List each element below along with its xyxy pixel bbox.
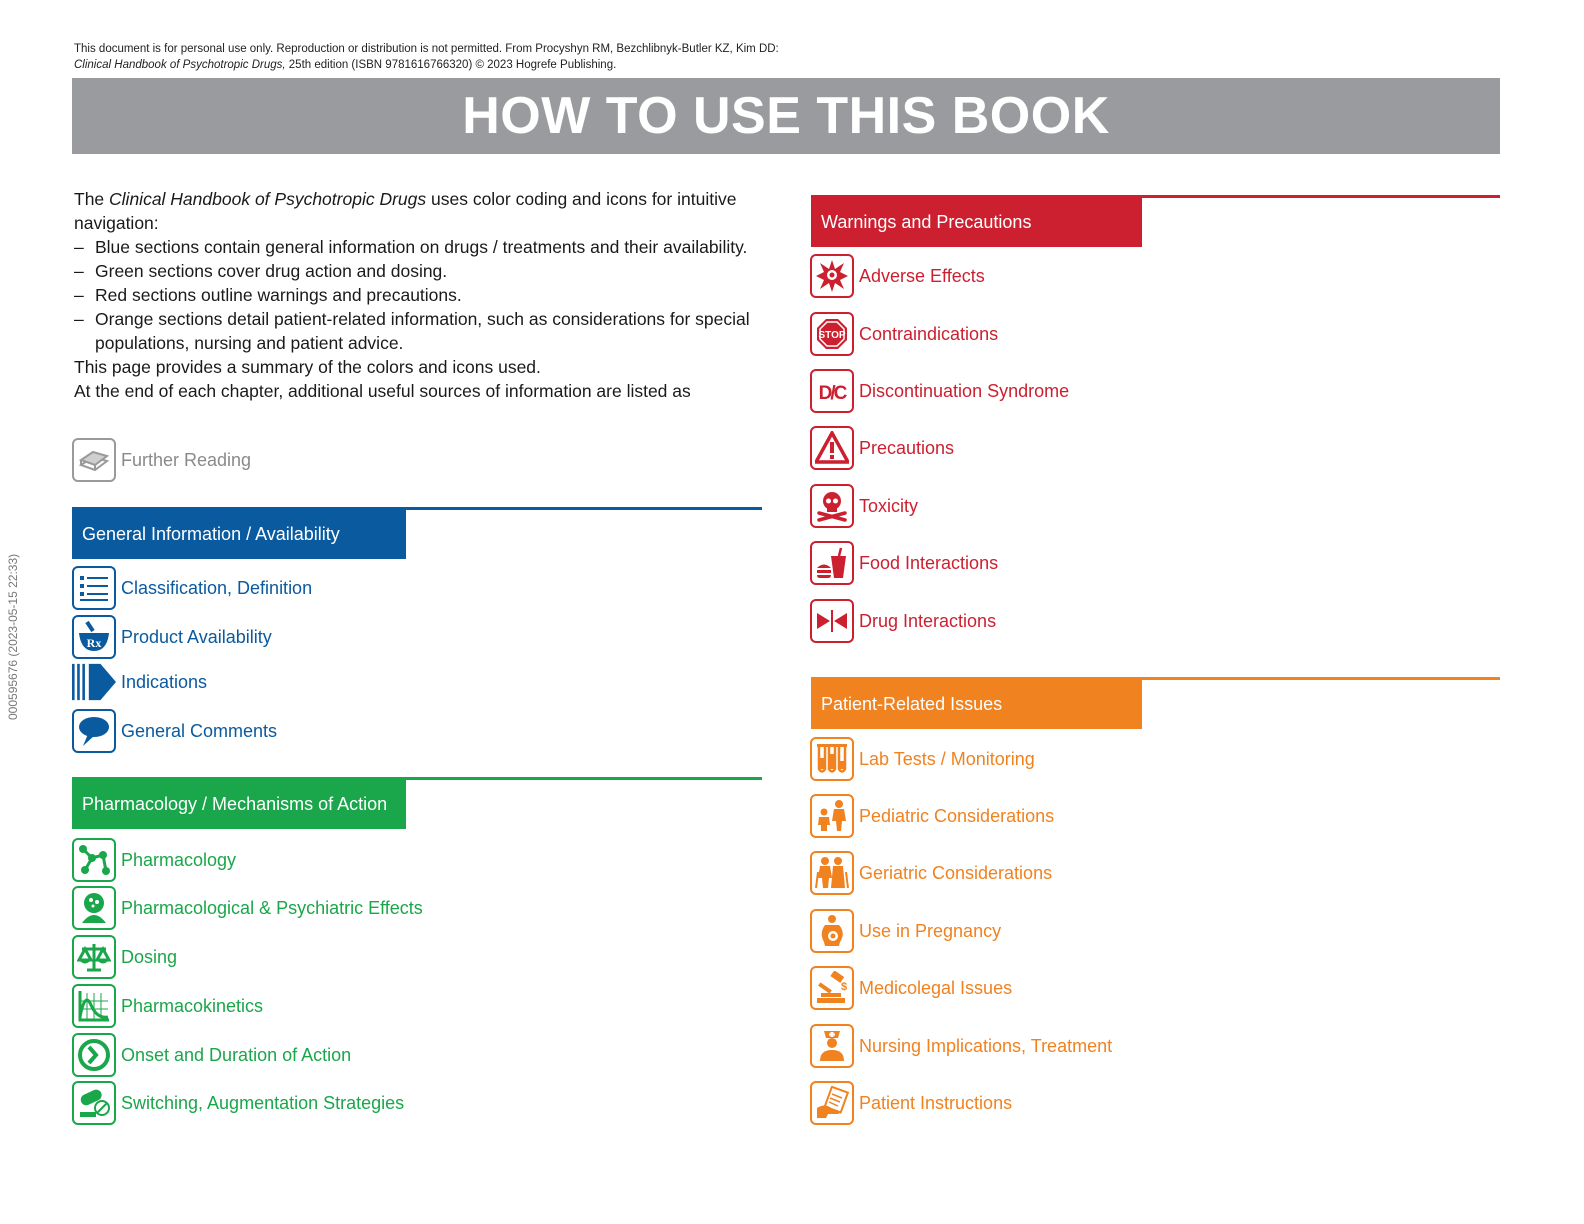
hand-document-icon xyxy=(810,1081,854,1125)
list-item xyxy=(810,966,1012,1010)
arrow-icon xyxy=(72,660,116,704)
list-item xyxy=(72,886,423,930)
item-label: Geriatric Considerations xyxy=(859,862,1053,883)
list-item xyxy=(72,935,177,979)
svg-text:Rx: Rx xyxy=(86,636,102,650)
dc-icon xyxy=(810,369,854,413)
list-item xyxy=(810,851,1052,895)
list-item xyxy=(810,541,998,585)
item-label: Lab Tests / Monitoring xyxy=(859,748,1035,769)
further-reading-label: Further Reading xyxy=(121,449,252,470)
item-label: Pharmacokinetics xyxy=(121,995,264,1016)
list-item xyxy=(810,312,998,356)
intro-end-note: At the end of each chapter, additional useful sources of information are listed as xyxy=(74,381,691,401)
speech-bubble-icon xyxy=(72,709,116,753)
notice-book-title: Clinical Handbook of Psychotropic Drugs, xyxy=(74,59,286,71)
list-item xyxy=(72,1081,404,1125)
stop-sign-text: STOP xyxy=(818,330,846,341)
general-section-header: General Information / Availability xyxy=(72,509,406,559)
intro-bullet-list xyxy=(74,235,764,355)
list-icon xyxy=(72,566,116,610)
item-label: Dosing xyxy=(121,946,178,967)
item-label: Food Interactions xyxy=(859,552,999,573)
pills-icon xyxy=(72,1081,116,1125)
list-item xyxy=(810,254,985,298)
item-label: Onset and Duration of Action xyxy=(121,1044,352,1065)
list-item xyxy=(72,660,207,704)
nurse-icon xyxy=(810,1024,854,1068)
intro-summary: This page provides a summary of the colors and icons used. xyxy=(74,357,541,377)
list-item xyxy=(810,484,918,528)
item-label: General Comments xyxy=(121,720,278,741)
warning-triangle-icon xyxy=(810,426,854,470)
stop-sign-icon xyxy=(810,312,854,356)
head-brain-icon xyxy=(72,886,116,930)
scale-icon xyxy=(72,935,116,979)
gavel-icon xyxy=(810,966,854,1010)
item-label: Precautions xyxy=(859,437,955,458)
list-item xyxy=(72,838,236,882)
item-label: Switching, Augmentation Strategies xyxy=(121,1092,405,1113)
item-label: Indications xyxy=(121,671,208,692)
intro-bullet: – Green sections cover drug action and dosing. xyxy=(74,259,764,283)
list-item xyxy=(72,984,263,1028)
item-label: Drug Interactions xyxy=(859,610,997,631)
copyright-notice xyxy=(74,41,779,73)
further-reading-item xyxy=(72,438,251,482)
item-label: Nursing Implications, Treatment xyxy=(859,1035,1113,1056)
notice-line-2 xyxy=(74,57,779,73)
elderly-couple-icon xyxy=(810,851,854,895)
intro-text xyxy=(74,187,764,403)
burst-icon xyxy=(810,254,854,298)
notice-line-1: This document is for personal use only. Reproduction or distribution is not permitted. From Procyshyn RM, Bezchlibnyk-Butler KZ, Kim DD: xyxy=(74,43,779,55)
item-label: Patient Instructions xyxy=(859,1092,1013,1113)
item-label: Pharmacology xyxy=(121,849,237,870)
dc-text: D/C xyxy=(818,383,846,404)
list-item xyxy=(810,794,1054,838)
warnings-section-header: Warnings and Precautions xyxy=(811,197,1142,247)
list-item xyxy=(72,709,277,753)
item-label: Use in Pregnancy xyxy=(859,920,1002,941)
pregnancy-icon xyxy=(810,909,854,953)
molecule-icon xyxy=(72,838,116,882)
food-cup-icon xyxy=(810,541,854,585)
title-banner xyxy=(72,78,1500,154)
book-icon xyxy=(72,438,116,482)
item-label: Pediatric Considerations xyxy=(859,805,1055,826)
item-label: Classification, Definition xyxy=(121,577,313,598)
list-item xyxy=(810,1024,1112,1068)
skull-icon xyxy=(810,484,854,528)
svg-text:$: $ xyxy=(840,981,848,993)
list-item xyxy=(810,599,996,643)
intro-book-title: Clinical Handbook of Psychotropic Drugs xyxy=(109,189,427,209)
clock-icon xyxy=(72,1033,116,1077)
list-item xyxy=(810,369,1069,413)
page-title: HOW TO USE THIS BOOK xyxy=(462,87,1110,145)
converging-arrows-icon xyxy=(810,599,854,643)
intro-bullet: – Red sections outline warnings and precautions. xyxy=(74,283,764,307)
list-item xyxy=(72,615,272,659)
intro-the: The xyxy=(74,189,105,209)
list-item xyxy=(810,909,1001,953)
item-label: Contraindications xyxy=(859,323,999,344)
intro-lead xyxy=(74,187,764,235)
item-label: Product Availability xyxy=(121,626,272,647)
list-item xyxy=(810,737,1035,781)
item-label: Toxicity xyxy=(859,495,919,516)
list-item xyxy=(72,566,312,610)
item-label: Medicolegal Issues xyxy=(859,977,1013,998)
list-item xyxy=(810,1081,1012,1125)
list-item xyxy=(72,1033,351,1077)
item-label: Adverse Effects xyxy=(859,265,985,286)
test-tubes-icon xyxy=(810,737,854,781)
intro-lead-rest: uses color coding and icons for intuitive navigation: xyxy=(74,189,737,233)
intro-bullet: – Orange sections detail patient-related information, such as considerations for special populations, nursing and patient advice. xyxy=(74,307,764,355)
document-id-stamp: 000595676 (2023-05-15 22:33) xyxy=(6,553,20,720)
graph-icon xyxy=(72,984,116,1028)
patient-section-header: Patient-Related Issues xyxy=(811,679,1142,729)
item-label: Discontinuation Syndrome xyxy=(859,380,1070,401)
parent-child-icon xyxy=(810,794,854,838)
list-item xyxy=(810,426,954,470)
item-label: Pharmacological & Psychiatric Effects xyxy=(121,897,423,918)
mortar-rx-icon xyxy=(72,615,116,659)
notice-line-2-rest: 25th edition (ISBN 9781616766320) © 2023 Hogrefe Publishing. xyxy=(285,59,617,71)
pharmacology-section-header: Pharmacology / Mechanisms of Action xyxy=(72,779,406,829)
intro-bullet: – Blue sections contain general information on drugs / treatments and their availability. xyxy=(74,235,764,259)
